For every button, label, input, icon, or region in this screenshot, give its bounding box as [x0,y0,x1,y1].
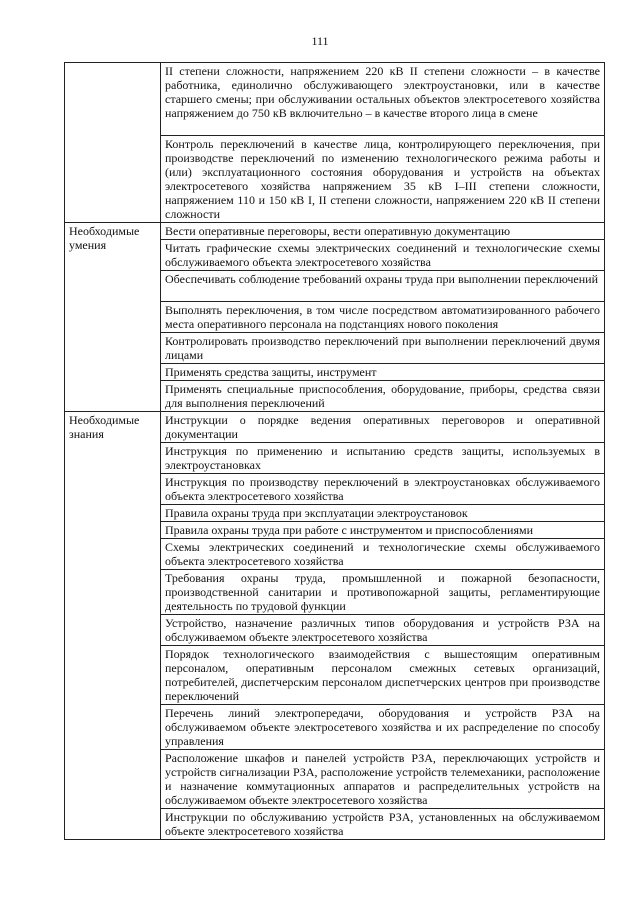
skill-item: Читать графические схемы электрических соединений и технологические схемы обслуживаемого объекта электросетевого хозяйства [161,240,605,271]
knowledge-item: Инструкция по применению и испытанию средств защиты, используемых в электроустановках [161,443,605,474]
page-number: 111 [311,34,329,48]
skills-label: Необходимые умения [65,223,161,412]
table-row [65,223,605,240]
skill-item: Применять средства защиты, инструмент [161,364,605,381]
knowledge-item: Порядок технологического взаимодействия с вышестоящим оперативным персоналом, оперативным персоналом смежных сетевых организаций, потребителей, диспетчерским персоналом диспетчерских центров при производстве переключений [161,646,605,705]
knowledge-item: Расположение шкафов и панелей устройств РЗА, переключающих устройств и устройств сигнализации РЗА, расположение устройств телемеханики, расположение и назначение коммутационных аппаратов и распределительных устройств на обслуживаемом объекте электросетевого хозяйства [161,750,605,809]
skill-item: Применять специальные приспособления, оборудование, приборы, средства связи для выполнения переключений [161,381,605,412]
skill-item: Вести оперативные переговоры, вести оперативную документацию [161,223,605,240]
knowledge-item: Инструкция по производству переключений в электроустановках обслуживаемого объекта электросетевого хозяйства [161,474,605,505]
knowledge-item: Правила охраны труда при работе с инструментом и приспособлениями [161,522,605,539]
table-cell: Контроль переключений в качестве лица, контролирующего переключения, при производстве переключений по изменению технологического режима работы и (или) эксплуатационного состояния оборудования и устройств на объектах электросетевого хозяйства напряжением 35 кВ I–III степени сложности, напряжением 110 и 150 кВ I, II степени сложности, напряжением 220 кВ II степени сложности [161,136,605,223]
knowledge-item: Перечень линий электропередачи, оборудования и устройств РЗА на обслуживаемом объекте электросетевого хозяйства и их распределение по способу управления [161,705,605,750]
knowledge-item: Требования охраны труда, промышленной и пожарной безопасности, производственной санитарии и противопожарной защиты, регламентирующие деятельность по трудовой функции [161,570,605,615]
labor-function-table [64,62,605,840]
knowledge-item: Схемы электрических соединений и технологические схемы обслуживаемого объекта электросетевого хозяйства [161,539,605,570]
table-row [65,412,605,443]
skill-item: Контролировать производство переключений при выполнении переключений двумя лицами [161,333,605,364]
knowledge-item: Инструкции по обслуживанию устройств РЗА, установленных на обслуживаемом объекте электросетевого хозяйства [161,809,605,840]
knowledge-item: Правила охраны труда при эксплуатации электроустановок [161,505,605,522]
empty-label-cell [65,63,161,223]
table-cell: II степени сложности, напряжением 220 кВ II степени сложности – в качестве работника, единолично обслуживающего электроустановки, или в качестве старшего смены; при обслуживании остальных объектов электросетевого хозяйства напряжением до 750 кВ включительно – в качестве второго лица в смене [161,63,605,136]
knowledge-label: Необходимые знания [65,412,161,840]
knowledge-item: Инструкции о порядке ведения оперативных переговоров и оперативной документации [161,412,605,443]
table-row [65,63,605,136]
skill-item: Выполнять переключения, в том числе посредством автоматизированного рабочего места оперативного персонала на подстанциях нового поколения [161,302,605,333]
knowledge-item: Устройство, назначение различных типов оборудования и устройств РЗА на обслуживаемом объекте электросетевого хозяйства [161,615,605,646]
skill-item: Обеспечивать соблюдение требований охраны труда при выполнении переключений [161,271,605,302]
